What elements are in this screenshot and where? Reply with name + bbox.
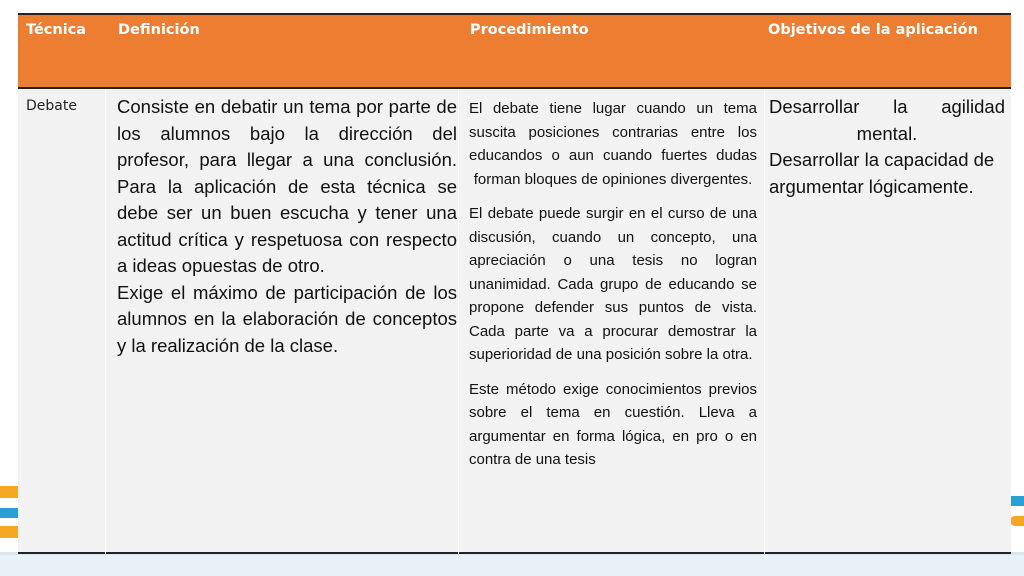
table-row [18, 89, 1011, 554]
definition-paragraph: Consiste en debatir un tema por parte de los alumnos bajo la dirección del profesor, para llegar a una conclusión. Para la aplicación de esta técnica se debe ser un buen escucha y tener una actitud crítica y respetuosa con respecto a ideas opuestas de otro. [117, 96, 457, 276]
orange-stripe [1010, 516, 1024, 526]
objective-item: Desarrollar la agilidad mental. [769, 96, 1005, 144]
technique-name: Debate [26, 98, 77, 114]
procedure-paragraph: Este método exige conocimientos previos sobre el tema en cuestión. Lleva a argumentar en forma lógica, en pro o en contra de una tesis [469, 380, 757, 468]
cell-definicion [105, 89, 458, 554]
header-tecnica: Técnica [26, 22, 87, 38]
header-definicion: Definición [118, 22, 200, 38]
procedure-paragraph: El debate tiene lugar cuando un tema suscita posiciones contrarias entre los educandos o aun cuando fuertes dudas forman bloques de opiniones divergentes. [469, 100, 757, 188]
cell-procedimiento [458, 89, 764, 554]
header-procedimiento: Procedimiento [470, 22, 589, 38]
cell-objetivos [764, 89, 1011, 554]
table-header-row [18, 15, 1011, 89]
technique-table [18, 13, 1011, 554]
header-objetivos: Objetivos de la aplicación [768, 22, 978, 38]
cell-tecnica [18, 89, 105, 554]
procedure-paragraph: El debate puede surgir en el curso de una discusión, cuando un concepto, una apreciación o una tesis no logran unanimidad. Cada grupo de educando se propone defender sus puntos de vista. Cada parte va a procurar demostrar la superioridad de una posición sobre la otra. [469, 205, 757, 363]
objective-item: Desarrollar la capacidad de argumentar lógicamente. [769, 149, 995, 197]
bottom-band [0, 552, 1024, 576]
definition-paragraph: Exige el máximo de participación de los alumnos en la elaboración de conceptos y la realización de la clase. [117, 281, 457, 356]
